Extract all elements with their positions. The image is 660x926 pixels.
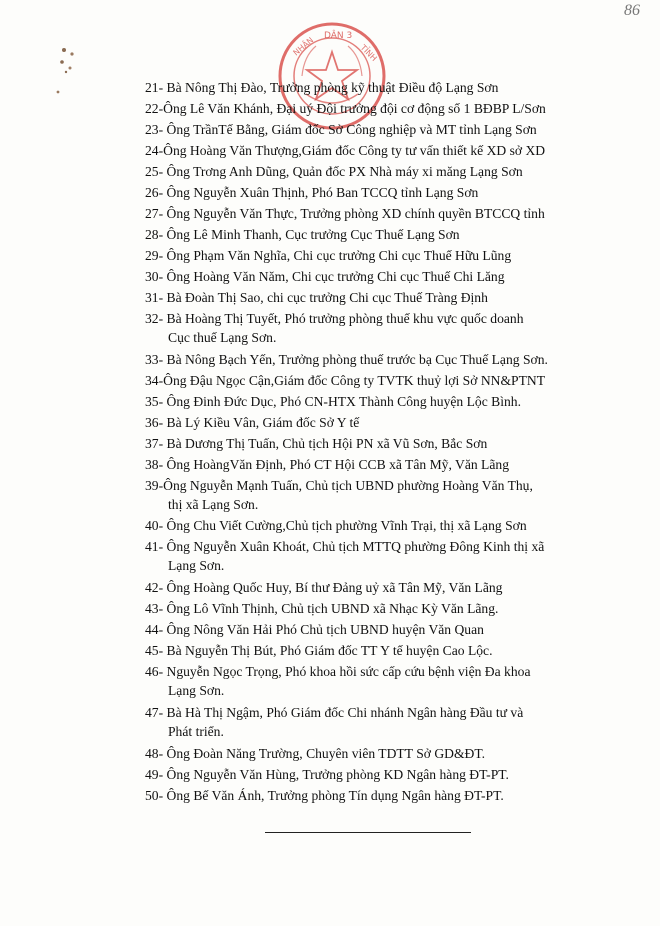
list-item: 26- Ông Nguyễn Xuân Thịnh, Phó Ban TCCQ tỉnh Lạng Sơn	[145, 185, 479, 200]
list-item: 43- Ông Lô Vĩnh Thịnh, Chủ tịch UBND xã Nhạc Kỳ Văn Lãng.	[145, 601, 499, 616]
page-number: 86	[624, 2, 640, 19]
list-item: 46- Nguyễn Ngọc Trọng, Phó khoa hồi sức cấp cứu bệnh viện Đa khoa	[145, 664, 531, 679]
list-item: 25- Ông Trơng Anh Dũng, Quản đốc PX Nhà máy xi măng Lạng Sơn	[145, 164, 523, 179]
list-item: 48- Ông Đoàn Năng Trường, Chuyên viên TDTT Sở GD&ĐT.	[145, 746, 486, 761]
list-item: 27- Ông Nguyễn Văn Thực, Trưởng phòng XD chính quyền BTCCQ tỉnh	[145, 206, 545, 221]
list-item: 36- Bà Lý Kiều Vân, Giám đốc Sở Y tế	[145, 415, 360, 430]
list-item: 28- Ông Lê Minh Thanh, Cục trưởng Cục Thuế Lạng Sơn	[145, 227, 460, 242]
list-item: 30- Ông Hoàng Văn Năm, Chi cục trưởng Chi cục Thuế Chi Lăng	[145, 269, 505, 284]
list-item: 38- Ông HoàngVăn Định, Phó CT Hội CCB xã Tân Mỹ, Văn Lãng	[145, 457, 509, 472]
list-item: 23- Ông TrầnTế Bằng, Giám đốc Sở Công nghiệp và MT tỉnh Lạng Sơn	[145, 122, 537, 137]
list-item: 22-Ông Lê Văn Khánh, Đại uý Đội trưởng đội cơ động số 1 BĐBP L/Sơn	[145, 101, 546, 116]
list-item: 37- Bà Dương Thị Tuấn, Chủ tịch Hội PN xã Vũ Sơn, Bắc Sơn	[145, 436, 488, 451]
list-item-continuation: Phát triển.	[168, 724, 224, 739]
list-item-continuation: Lạng Sơn.	[168, 683, 225, 698]
list-item: 21- Bà Nông Thị Đào, Trưởng phòng kỹ thuật Điều độ Lạng Sơn	[145, 80, 499, 95]
list-item-continuation: Cục thuế Lạng Sơn.	[168, 330, 277, 345]
svg-text:DÂN 3: DÂN 3	[324, 31, 353, 41]
svg-text:TỈNH: TỈNH	[358, 43, 379, 64]
list-item-continuation: Lạng Sơn.	[168, 558, 225, 573]
list-item: 49- Ông Nguyễn Văn Hùng, Trưởng phòng KD Ngân hàng ĐT-PT.	[145, 767, 509, 782]
list-item: 40- Ông Chu Viết Cường,Chủ tịch phường Vĩnh Trại, thị xã Lạng Sơn	[145, 518, 527, 533]
list-item: 39-Ông Nguyễn Mạnh Tuấn, Chủ tịch UBND phường Hoàng Văn Thụ,	[145, 478, 533, 493]
list-item-continuation: thị xã Lạng Sơn.	[168, 497, 259, 512]
list-item: 24-Ông Hoàng Văn Thượng,Giám đốc Công ty tư vấn thiết kế XD sở XD	[145, 143, 546, 158]
list-item: 31- Bà Đoàn Thị Sao, chi cục trưởng Chi cục Thuế Tràng Định	[145, 290, 488, 305]
list-item: 32- Bà Hoàng Thị Tuyết, Phó trưởng phòng thuế khu vực quốc doanh	[145, 311, 524, 326]
list-item: 47- Bà Hà Thị Ngậm, Phó Giám đốc Chi nhánh Ngân hàng Đầu tư và	[145, 705, 524, 720]
list-item: 42- Ông Hoàng Quốc Huy, Bí thư Đảng uỷ xã Tân Mỹ, Văn Lãng	[145, 580, 503, 595]
list-item: 35- Ông Đinh Đức Dục, Phó CN-HTX Thành Công huyện Lộc Bình.	[145, 394, 521, 409]
svg-text:NHÂN: NHÂN	[291, 35, 316, 58]
list-item: 29- Ông Phạm Văn Nghĩa, Chi cục trưởng Chi cục Thuế Hữu Lũng	[145, 248, 512, 263]
list-item: 50- Ông Bế Văn Ánh, Trưởng phòng Tín dụng Ngân hàng ĐT-PT.	[145, 788, 504, 803]
list-item: 33- Bà Nông Bạch Yến, Trưởng phòng thuế trước bạ Cục Thuế Lạng Sơn.	[145, 352, 548, 367]
list-item: 41- Ông Nguyễn Xuân Khoát, Chủ tịch MTTQ phường Đông Kinh thị xã	[145, 539, 545, 554]
list-item: 44- Ông Nông Văn Hải Phó Chủ tịch UBND huyện Văn Quan	[145, 622, 484, 637]
closing-rule	[265, 832, 471, 833]
list-item: 45- Bà Nguyễn Thị Bút, Phó Giám đốc TT Y tế huyện Cao Lộc.	[145, 643, 493, 658]
list-item: 34-Ông Đậu Ngọc Cận,Giám đốc Công ty TVTK thuỷ lợi Sở NN&PTNT	[145, 373, 546, 388]
